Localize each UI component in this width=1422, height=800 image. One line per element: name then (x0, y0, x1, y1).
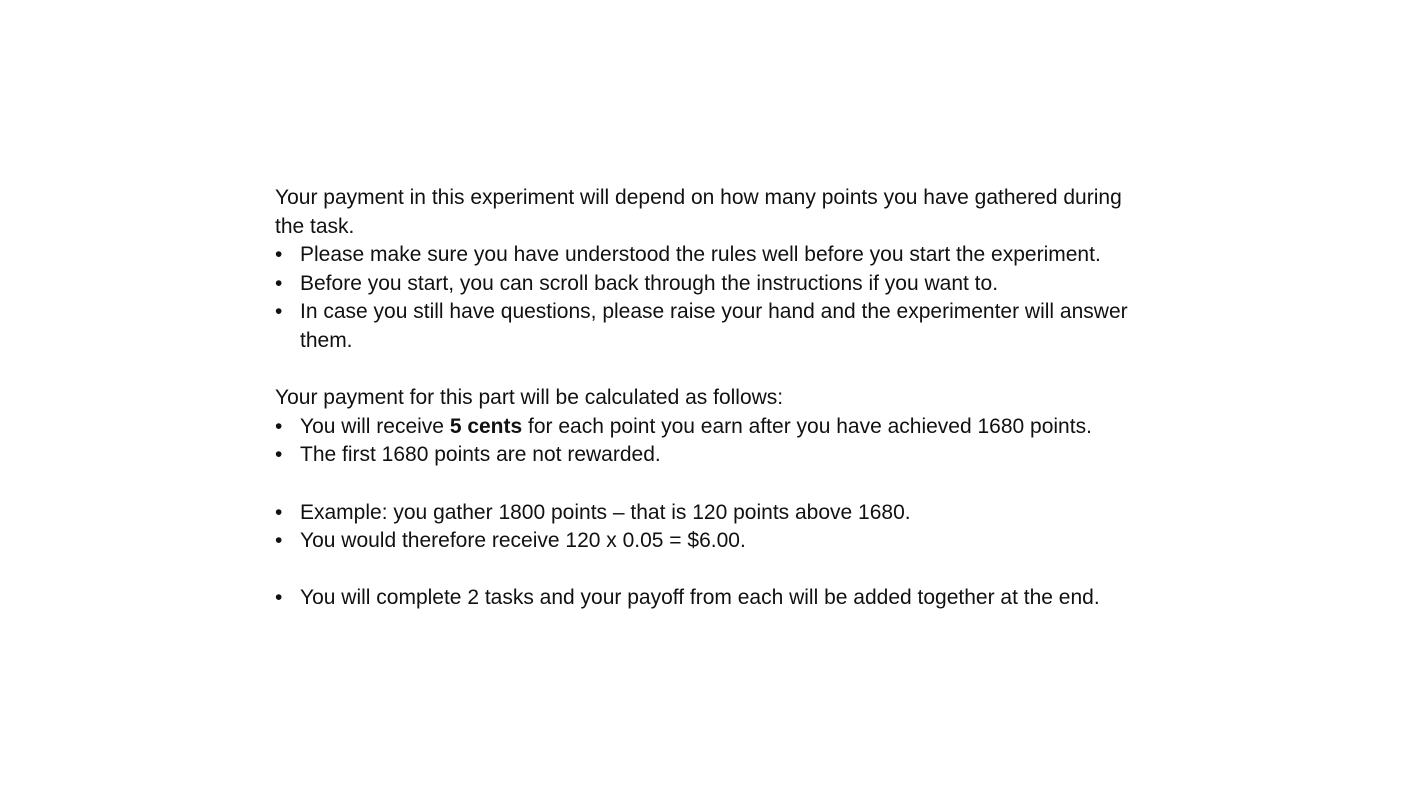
list-item (275, 584, 1145, 613)
bullet-icon: • (275, 443, 283, 467)
bullet-icon: • (275, 500, 283, 524)
intro-bullet-list (275, 241, 1145, 355)
bold-amount: 5 cents (449, 414, 523, 438)
list-item (275, 441, 1145, 470)
bullet-icon: • (275, 414, 283, 438)
list-item (275, 270, 1145, 299)
list-item (275, 413, 1145, 442)
payment-heading: Your payment for this part will be calculated as follows: (275, 386, 784, 410)
bullet-text: Before you start, you can scroll back through the instructions if you want to. (300, 271, 999, 295)
bullet-text: You would therefore receive 120 x 0.05 = $6.00. (300, 529, 746, 553)
bullet-icon: • (275, 243, 283, 267)
bullet-text: Please make sure you have understood the rules well before you start the experiment. (300, 243, 1101, 267)
spacer (275, 356, 1145, 385)
list-item (275, 527, 1145, 556)
bullet-icon: • (275, 300, 283, 324)
spacer (275, 556, 1145, 585)
bullet-icon: • (275, 271, 283, 295)
bullet-icon: • (275, 586, 283, 610)
bullet-text: In case you still have questions, please raise your hand and the experimenter will answer them. (300, 300, 1128, 352)
list-item (275, 298, 1145, 355)
example-bullet-list (275, 499, 1145, 556)
payment-bullet-list (275, 413, 1145, 470)
bullet-text: Example: you gather 1800 points – that is 120 points above 1680. (300, 500, 911, 524)
bullet-icon: • (275, 529, 283, 553)
bullet-text-suffix: for each point you earn after you have achieved 1680 points. (522, 414, 1092, 438)
final-bullet-list (275, 584, 1145, 613)
intro-paragraph: Your payment in this experiment will depend on how many points you have gathered during the task. (275, 186, 1122, 238)
list-item (275, 499, 1145, 528)
bullet-text-prefix: You will receive (300, 414, 450, 438)
instructions-text-block (275, 184, 1145, 613)
bullet-text: The first 1680 points are not rewarded. (300, 443, 661, 467)
spacer (275, 470, 1145, 499)
bullet-text: You will complete 2 tasks and your payoff from each will be added together at the end. (300, 586, 1100, 610)
list-item (275, 241, 1145, 270)
